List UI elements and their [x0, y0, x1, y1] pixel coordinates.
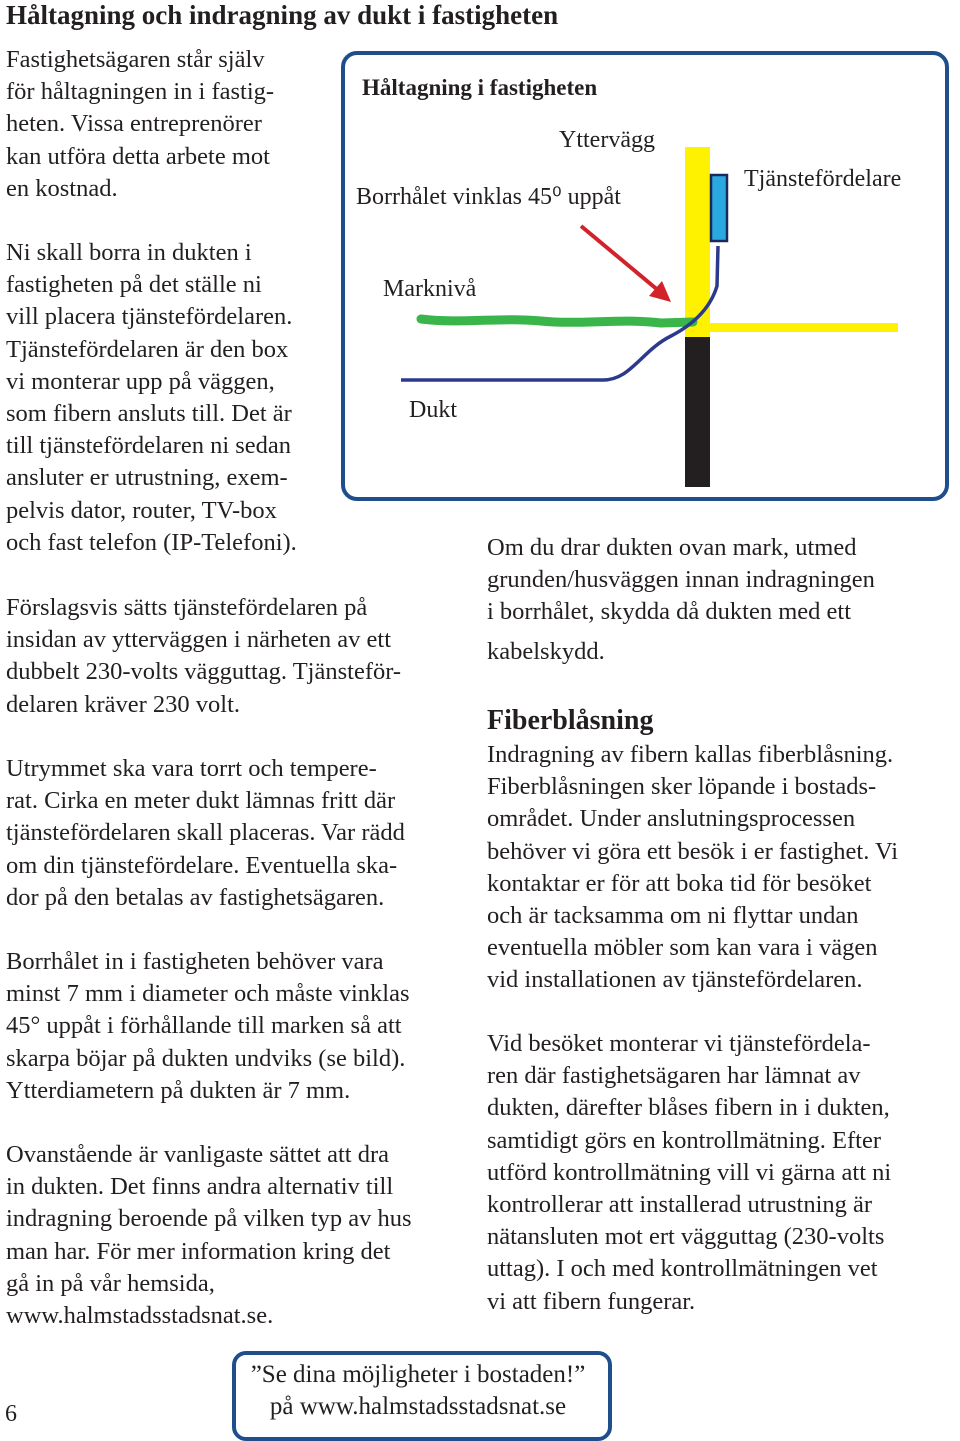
duct-line [401, 246, 718, 380]
alternatives-paragraph: Ovanstående är vanligaste sättet att dra in dukten. Det finns andra alternativ till indragning beroende på vilken typ av hus man har. För mer information kring det gå in på vår hemsida, www.halmstadsstadsnat.se. [6, 1141, 412, 1330]
ground-level-line [421, 319, 693, 323]
drill-angle-label: Borrhålet vinklas 45⁰ uppåt [356, 184, 621, 210]
drill-hole-paragraph: Borrhålet in i fastigheten behöver vara minst 7 mm i diameter och måste vinklas 45° uppåt i förhållande till marken så att skarpa böjar på dukten undviks (se bild). Ytterdiametern på dukten är 7 mm. [6, 948, 410, 1104]
visit-paragraph: Vid besöket monterar vi tjänstefördela- ren där fastighetsägaren har lämnat av dukten, därefter blåses fibern in i dukten, samtidigt görs en kontrollmätning. Efter utförd kontrollmätning vill vi gärna att ni kontrollerar att installerad utrustning är nätansluten mot ert vägguttag (230-volts uttag). I och med kontrollmätningen vet vi att fibern fungerar. [487, 1030, 892, 1315]
promo-slogan: ”Se dina möjligheter i bostaden!” [250, 1361, 586, 1388]
service-box-label: Tjänstefördelare [744, 166, 902, 192]
promo-website: på www.halmstadsstadsnat.se [269, 1393, 567, 1420]
cable-protection-line: kabelskydd. [487, 638, 605, 665]
placement-suggestion-paragraph: Förslagsvis sätts tjänstefördelaren på insidan av ytterväggen i närheten av ett dubbelt 230-volts vägguttag. Tjänsteför- delaren kräver 230 volt. [6, 594, 402, 718]
interior-level-line [710, 323, 898, 332]
above-ground-paragraph: Om du drar dukten ovan mark, utmed grunden/husväggen innan indragningen i borrhålet, skydda då dukten med ett [487, 534, 875, 626]
page-title: Håltagning och indragning av dukt i fastigheten [6, 0, 559, 30]
ground-level-label: Marknivå [383, 276, 477, 302]
angle-arrow-line [581, 226, 659, 291]
intro-paragraph: Fastighetsägaren står själv för håltagningen in i fastig- heten. Vissa entreprenörer kan utföra detta arbete mot en kostnad. [6, 46, 275, 202]
fiber-blowing-paragraph: Indragning av fibern kallas fiberblåsning. Fiberblåsningen sker löpande i bostads- området. Under anslutningsprocessen behöver vi göra ett besök i er fastighet. Vi kontaktar er för att boka tid för besöket och är tacksamma om ni flyttar undan eventuella möbler som kan vara i vägen vid installationen av tjänstefördelaren. [487, 741, 899, 994]
outer-wall-below-ground [685, 337, 710, 487]
room-requirements-paragraph: Utrymmet ska vara torrt och tempere- rat. Cirka en meter dukt lämnas fritt där tjänstefördelaren skall placeras. Var rädd om din tjänstefördelare. Eventuella ska- dor på den betalas av fastighetsägaren. [6, 755, 405, 911]
outer-wall-label: Yttervägg [559, 127, 655, 153]
diagram-title: Håltagning i fastigheten [362, 75, 598, 100]
drill-placement-paragraph: Ni skall borra in dukten i fastigheten på det ställe ni vill placera tjänstefördelaren. Tjänstefördelaren är den box vi monterar upp på väggen, som fibern ansluts till. Det är till tjänstefördelaren ni sedan ansluter er utrustning, exem- pelvis dator, router, TV-box och fast telefon (IP-Telefoni). [6, 239, 297, 556]
page-number: 6 [5, 1401, 17, 1427]
service-box [711, 175, 727, 241]
duct-label: Dukt [409, 397, 457, 423]
fiber-blowing-heading: Fiberblåsning [487, 705, 654, 736]
